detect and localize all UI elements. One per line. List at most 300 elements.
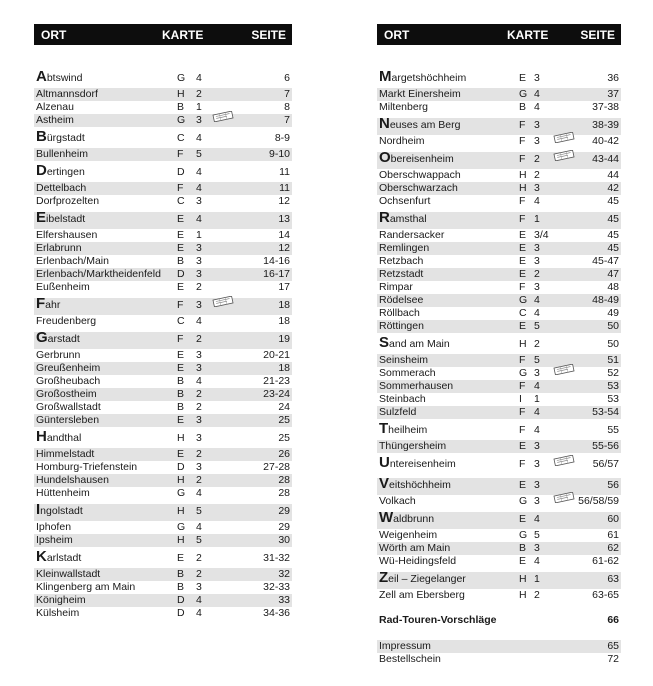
index-row bbox=[34, 375, 292, 388]
index-row bbox=[34, 461, 292, 474]
index-row bbox=[34, 448, 292, 461]
map-grid: 5 bbox=[534, 529, 540, 541]
page-number: 45 bbox=[607, 242, 619, 254]
place-name-rest: ürgstadt bbox=[46, 132, 85, 144]
index-row bbox=[377, 209, 621, 229]
map-square: F bbox=[519, 424, 526, 436]
map-square: B bbox=[177, 375, 185, 387]
initial-letter: B bbox=[36, 128, 47, 145]
index-row bbox=[377, 367, 621, 380]
initial-letter: K bbox=[36, 548, 47, 565]
page-number: 49 bbox=[607, 307, 619, 319]
place-name: Großwallstadt bbox=[36, 401, 101, 413]
map-icon bbox=[553, 148, 575, 168]
page-number: 11 bbox=[279, 182, 290, 194]
index-row bbox=[377, 589, 621, 602]
map-grid: 3/4 bbox=[534, 229, 549, 241]
initial-letter: N bbox=[379, 115, 390, 132]
map-square: E bbox=[177, 213, 185, 225]
map-icon bbox=[212, 294, 234, 314]
map-square: B bbox=[519, 101, 527, 113]
place-name: Gerbrunn bbox=[36, 349, 81, 361]
place-name-rest: ibelstadt bbox=[46, 213, 86, 225]
place-name bbox=[36, 208, 85, 229]
place-name bbox=[379, 474, 451, 495]
initial-letter: F bbox=[36, 295, 46, 312]
place-name: Oberschwarzach bbox=[379, 182, 458, 194]
initial-letter: I bbox=[36, 501, 41, 518]
map-grid: 3 bbox=[196, 581, 202, 593]
map-grid: 3 bbox=[196, 432, 202, 444]
place-name: Dettelbach bbox=[36, 182, 87, 194]
index-row bbox=[377, 68, 621, 88]
map-grid: 2 bbox=[534, 589, 540, 601]
page-number: 55-56 bbox=[592, 440, 619, 452]
page-number: 30 bbox=[278, 534, 290, 546]
place-name: Markt Einersheim bbox=[379, 88, 461, 100]
place-name: Klingenberg am Main bbox=[36, 581, 136, 593]
map-square: D bbox=[177, 166, 185, 178]
index-row bbox=[34, 349, 292, 362]
header-karte: KARTE bbox=[507, 28, 549, 42]
map-square: H bbox=[177, 534, 185, 546]
column-header bbox=[34, 24, 292, 45]
initial-letter: U bbox=[379, 454, 390, 471]
map-grid: 3 bbox=[196, 114, 202, 126]
page-number: 34-36 bbox=[263, 607, 290, 619]
index-row bbox=[377, 320, 621, 333]
map-grid: 3 bbox=[534, 72, 540, 84]
map-square: E bbox=[177, 229, 185, 241]
page-number: 20-21 bbox=[263, 349, 290, 361]
map-grid: 3 bbox=[534, 479, 540, 491]
index-column-left bbox=[34, 24, 292, 619]
page-number: 53 bbox=[607, 393, 619, 405]
place-name: Röllbach bbox=[379, 307, 420, 319]
map-square: B bbox=[177, 581, 185, 593]
map-square: G bbox=[519, 367, 528, 379]
page-number: 33 bbox=[278, 594, 290, 606]
map-square: C bbox=[177, 195, 185, 207]
page-number: 7 bbox=[284, 114, 290, 126]
index-row bbox=[377, 529, 621, 542]
map-grid: 4 bbox=[196, 213, 202, 225]
map-grid: 3 bbox=[534, 242, 540, 254]
page-number: 18 bbox=[278, 362, 290, 374]
page-number: 16-17 bbox=[263, 268, 290, 280]
place-name: Elfershausen bbox=[36, 229, 98, 241]
index-row bbox=[377, 393, 621, 406]
map-grid: 2 bbox=[534, 268, 540, 280]
map-square: D bbox=[177, 268, 185, 280]
map-square: E bbox=[177, 362, 185, 374]
index-row bbox=[377, 294, 621, 307]
index-row bbox=[377, 255, 621, 268]
initial-letter: W bbox=[379, 509, 394, 526]
map-grid: 3 bbox=[534, 367, 540, 379]
place-name bbox=[379, 453, 456, 474]
page-number: 25 bbox=[278, 414, 290, 426]
place-name-rest: arstadt bbox=[47, 333, 80, 345]
place-name: Greußenheim bbox=[36, 362, 101, 374]
map-icon bbox=[553, 492, 575, 507]
page-number: 14 bbox=[278, 229, 290, 241]
map-square: F bbox=[519, 135, 526, 147]
map-square: F bbox=[519, 119, 526, 131]
map-square: E bbox=[519, 255, 527, 267]
index-row bbox=[377, 101, 621, 114]
map-square: H bbox=[519, 169, 527, 181]
place-name: Randersacker bbox=[379, 229, 445, 241]
place-name bbox=[36, 547, 81, 568]
index-row bbox=[377, 281, 621, 294]
index-row bbox=[34, 474, 292, 487]
index-row bbox=[34, 295, 292, 315]
place-name: Erlabrunn bbox=[36, 242, 82, 254]
place-name-rest: eitshöchheim bbox=[389, 479, 451, 491]
map-grid: 3 bbox=[196, 242, 202, 254]
map-square: B bbox=[177, 101, 185, 113]
column-header bbox=[377, 24, 621, 45]
place-name: Rimpar bbox=[379, 281, 413, 293]
map-grid: 3 bbox=[534, 255, 540, 267]
place-name: Nordheim bbox=[379, 135, 425, 147]
place-name-rest: btswind bbox=[46, 72, 83, 84]
page-number: 36 bbox=[607, 72, 619, 84]
page-number: 56/57 bbox=[592, 458, 619, 470]
map-grid: 4 bbox=[196, 315, 202, 327]
map-square: B bbox=[177, 568, 185, 580]
place-name bbox=[36, 127, 85, 148]
page-number: 23-24 bbox=[263, 388, 290, 400]
rad-touren-row bbox=[377, 612, 621, 628]
map-grid: 2 bbox=[196, 281, 202, 293]
index-row bbox=[377, 135, 621, 148]
page-number: 45 bbox=[607, 229, 619, 241]
initial-letter: M bbox=[379, 68, 392, 85]
page-number: 55 bbox=[607, 424, 619, 436]
index-row bbox=[34, 428, 292, 448]
map-square: H bbox=[177, 505, 185, 517]
place-name-rest: euses am Berg bbox=[389, 119, 461, 131]
map-square: D bbox=[177, 594, 185, 606]
map-grid: 4 bbox=[534, 195, 540, 207]
place-name bbox=[36, 161, 85, 182]
index-row bbox=[34, 534, 292, 547]
initial-letter: V bbox=[379, 475, 390, 492]
page-number: 47 bbox=[607, 268, 619, 280]
header-karte: KARTE bbox=[162, 28, 204, 42]
map-square: F bbox=[519, 195, 526, 207]
map-square: H bbox=[519, 338, 527, 350]
index-row bbox=[377, 242, 621, 255]
map-square: G bbox=[177, 72, 186, 84]
page-number: 53-54 bbox=[592, 406, 619, 418]
page-number: 12 bbox=[278, 242, 290, 254]
place-name bbox=[379, 67, 466, 88]
place-name-rest: amsthal bbox=[389, 213, 427, 225]
place-name-rest: heilheim bbox=[388, 424, 428, 436]
map-grid: 4 bbox=[196, 132, 202, 144]
map-grid: 3 bbox=[534, 542, 540, 554]
initial-letter: G bbox=[36, 329, 48, 346]
page-number: 56/58/59 bbox=[578, 495, 619, 507]
index-row bbox=[377, 475, 621, 495]
index-row bbox=[377, 380, 621, 393]
index-row bbox=[377, 307, 621, 320]
place-name: Hundelshausen bbox=[36, 474, 109, 486]
place-name: Königheim bbox=[36, 594, 86, 606]
map-grid: 5 bbox=[534, 320, 540, 332]
page-number: 43-44 bbox=[592, 153, 619, 165]
place-name-rest: and am Main bbox=[389, 338, 450, 350]
map-grid: 3 bbox=[196, 414, 202, 426]
map-square: D bbox=[177, 607, 185, 619]
map-icon bbox=[553, 132, 575, 147]
map-square: F bbox=[519, 458, 526, 470]
place-name-rest: bereisenheim bbox=[390, 153, 454, 165]
place-name: Weigenheim bbox=[379, 529, 438, 541]
place-name: Zell am Ebersberg bbox=[379, 589, 465, 601]
page-number: 32-33 bbox=[263, 581, 290, 593]
header-ort: ORT bbox=[384, 28, 410, 42]
rad-touren-label: Rad-Touren-Vorschläge bbox=[379, 614, 497, 626]
page-number: 65 bbox=[607, 640, 619, 652]
page-number: 13 bbox=[278, 213, 290, 225]
map-grid: 4 bbox=[534, 307, 540, 319]
place-name: Iphofen bbox=[36, 521, 72, 533]
place-name: Sommerhausen bbox=[379, 380, 454, 392]
place-name: Erlenbach/Main bbox=[36, 255, 109, 267]
place-name bbox=[379, 333, 450, 354]
header-ort: ORT bbox=[41, 28, 67, 42]
map-grid: 3 bbox=[196, 349, 202, 361]
map-square: E bbox=[519, 229, 527, 241]
place-name-rest: ertingen bbox=[46, 166, 85, 178]
map-grid: 2 bbox=[196, 401, 202, 413]
map-grid: 4 bbox=[196, 607, 202, 619]
page-number: 63 bbox=[607, 573, 619, 585]
map-grid: 4 bbox=[196, 166, 202, 178]
page-number: 42 bbox=[607, 182, 619, 194]
place-name: Retzbach bbox=[379, 255, 424, 267]
page-number: 8 bbox=[284, 101, 290, 113]
place-name: Astheim bbox=[36, 114, 74, 126]
index-row bbox=[34, 114, 292, 127]
place-name: Eußenheim bbox=[36, 281, 90, 293]
map-square: E bbox=[177, 349, 185, 361]
index-row bbox=[34, 195, 292, 208]
place-name-rest: ahr bbox=[45, 299, 61, 311]
place-name bbox=[36, 427, 81, 448]
place-name: Wörth am Main bbox=[379, 542, 451, 554]
page-number: 6 bbox=[284, 72, 290, 84]
page-number: 66 bbox=[607, 614, 619, 626]
page-number: 32 bbox=[278, 568, 290, 580]
map-square: B bbox=[177, 388, 185, 400]
page-number: 29 bbox=[278, 505, 290, 517]
map-grid: 3 bbox=[196, 268, 202, 280]
map-grid: 4 bbox=[196, 521, 202, 533]
place-name: Thüngersheim bbox=[379, 440, 447, 452]
page-number: 18 bbox=[278, 315, 290, 327]
map-grid: 2 bbox=[196, 568, 202, 580]
map-grid: 2 bbox=[196, 552, 202, 564]
index-row bbox=[34, 209, 292, 229]
index-row bbox=[377, 229, 621, 242]
map-square: F bbox=[177, 148, 184, 160]
map-square: F bbox=[519, 153, 526, 165]
place-name: Retzstadt bbox=[379, 268, 424, 280]
map-square: H bbox=[177, 432, 185, 444]
index-row bbox=[34, 128, 292, 148]
page-number: 8-9 bbox=[274, 132, 290, 144]
map-grid: 3 bbox=[196, 362, 202, 374]
index-rows-left bbox=[34, 68, 292, 620]
index-row bbox=[34, 521, 292, 534]
page-number: 63-65 bbox=[592, 589, 619, 601]
place-name: Kleinwallstadt bbox=[36, 568, 101, 580]
index-row bbox=[34, 101, 292, 114]
header-seite: SEITE bbox=[251, 28, 286, 42]
place-name-rest: aldbrunn bbox=[393, 513, 435, 525]
map-grid: 2 bbox=[534, 169, 540, 181]
place-name: Wü-Heidingsfeld bbox=[379, 555, 457, 567]
index-row bbox=[377, 354, 621, 367]
page-number: 38-39 bbox=[592, 119, 619, 131]
index-row bbox=[34, 315, 292, 328]
place-name-rest: argetshöchheim bbox=[391, 72, 467, 84]
index-row bbox=[377, 169, 621, 182]
map-icon bbox=[553, 453, 575, 473]
index-row bbox=[377, 406, 621, 419]
index-row bbox=[377, 88, 621, 101]
index-row bbox=[377, 640, 621, 653]
map-grid: 4 bbox=[534, 513, 540, 525]
page-number: 45 bbox=[607, 213, 619, 225]
place-name: Oberschwappach bbox=[379, 169, 461, 181]
map-grid: 1 bbox=[534, 393, 540, 405]
map-grid: 1 bbox=[196, 101, 202, 113]
place-name: Dorfprozelten bbox=[36, 195, 100, 207]
page-number: 52 bbox=[607, 367, 619, 379]
initial-letter: O bbox=[379, 149, 391, 166]
initial-letter: S bbox=[379, 334, 390, 351]
map-square: C bbox=[519, 307, 527, 319]
map-square: H bbox=[519, 589, 527, 601]
place-name: Großheubach bbox=[36, 375, 101, 387]
map-square: E bbox=[519, 555, 527, 567]
map-square: E bbox=[177, 281, 185, 293]
map-grid: 3 bbox=[534, 495, 540, 507]
place-name bbox=[379, 148, 454, 169]
map-square: B bbox=[177, 255, 185, 267]
map-square: D bbox=[177, 461, 185, 473]
place-name: Volkach bbox=[379, 495, 416, 507]
map-square: C bbox=[177, 315, 185, 327]
map-grid: 3 bbox=[534, 440, 540, 452]
initial-letter: H bbox=[36, 428, 47, 445]
index-row bbox=[377, 334, 621, 354]
place-name bbox=[379, 568, 466, 589]
map-square: F bbox=[519, 281, 526, 293]
map-square: G bbox=[519, 495, 528, 507]
page-number: 60 bbox=[607, 513, 619, 525]
map-grid: 3 bbox=[196, 461, 202, 473]
page-number: 48-49 bbox=[592, 294, 619, 306]
header-seite: SEITE bbox=[580, 28, 615, 42]
map-grid: 2 bbox=[196, 388, 202, 400]
place-name: Himmelstadt bbox=[36, 448, 95, 460]
index-row bbox=[34, 414, 292, 427]
index-row bbox=[34, 501, 292, 521]
index-row bbox=[34, 581, 292, 594]
map-icon bbox=[553, 364, 575, 379]
index-rows-right bbox=[377, 68, 621, 666]
map-square: H bbox=[177, 474, 185, 486]
map-grid: 5 bbox=[196, 534, 202, 546]
initial-letter: R bbox=[379, 209, 390, 226]
index-row bbox=[377, 509, 621, 529]
map-grid: 3 bbox=[534, 135, 540, 147]
place-name: Sommerach bbox=[379, 367, 436, 379]
map-square: C bbox=[177, 132, 185, 144]
map-square: E bbox=[519, 320, 527, 332]
page-number: 72 bbox=[607, 653, 619, 665]
page-number: 51 bbox=[607, 354, 619, 366]
map-square: E bbox=[519, 242, 527, 254]
map-square: E bbox=[519, 268, 527, 280]
index-row bbox=[34, 182, 292, 195]
index-row bbox=[34, 548, 292, 568]
map-square: F bbox=[177, 299, 184, 311]
place-name bbox=[379, 208, 427, 229]
index-row bbox=[34, 229, 292, 242]
index-row bbox=[377, 569, 621, 589]
place-name bbox=[379, 114, 460, 135]
map-square: G bbox=[519, 529, 528, 541]
place-name bbox=[36, 328, 80, 349]
page-number: 27-28 bbox=[263, 461, 290, 473]
page-number: 9-10 bbox=[268, 148, 290, 160]
map-square: E bbox=[519, 72, 527, 84]
index-row bbox=[34, 362, 292, 375]
place-name: Miltenberg bbox=[379, 101, 429, 113]
map-grid: 5 bbox=[196, 148, 202, 160]
initial-letter: T bbox=[379, 420, 389, 437]
index-row bbox=[377, 268, 621, 281]
page-number: 29 bbox=[278, 521, 290, 533]
place-name: Altmannsdorf bbox=[36, 88, 98, 100]
index-row bbox=[377, 440, 621, 453]
index-row bbox=[34, 594, 292, 607]
map-grid: 2 bbox=[196, 448, 202, 460]
page-number: 31-32 bbox=[263, 552, 290, 564]
page-number: 25 bbox=[278, 432, 290, 444]
place-name-rest: ngolstadt bbox=[40, 505, 83, 517]
place-name bbox=[379, 508, 434, 529]
map-grid: 4 bbox=[196, 594, 202, 606]
page-number: 21-23 bbox=[263, 375, 290, 387]
place-name: Freudenberg bbox=[36, 315, 97, 327]
index-row bbox=[377, 495, 621, 508]
map-square: B bbox=[519, 542, 527, 554]
index-row bbox=[377, 420, 621, 440]
map-grid: 2 bbox=[534, 153, 540, 165]
place-name: Erlenbach/Marktheidenfeld bbox=[36, 268, 161, 280]
page-number: 53 bbox=[607, 380, 619, 392]
place-name bbox=[379, 419, 427, 440]
